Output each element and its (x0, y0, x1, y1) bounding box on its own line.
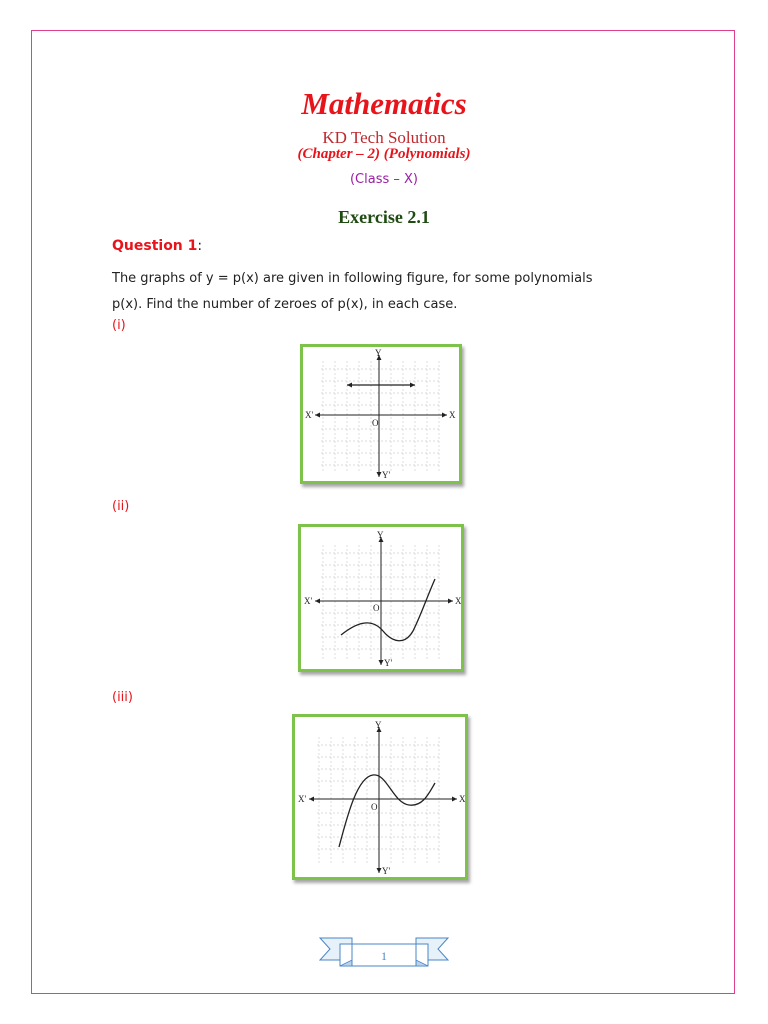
question-line-1: The graphs of y = p(x) are given in following figure, for some polynomials (112, 271, 593, 286)
origin-label: O (373, 603, 380, 613)
axis-x-neg-label: X' (304, 596, 313, 606)
graph-i-svg (303, 347, 459, 481)
axis-y-label: Y (377, 530, 384, 540)
graph-iii (292, 714, 468, 880)
class-label: (Class – X) (349, 172, 418, 187)
graph-iii-svg (295, 717, 465, 877)
part-label-ii: (ii) (112, 499, 130, 514)
question-text (112, 266, 682, 318)
part-label-i: (i) (112, 318, 126, 333)
graph-i (300, 344, 462, 484)
question-number: Question 1 (112, 238, 198, 254)
chapter-label: (Chapter – 2) (Polynomials) (297, 146, 471, 162)
axis-y-label: Y (375, 348, 382, 358)
axis-y-neg-label: Y' (382, 470, 391, 480)
axis-y-neg-label: Y' (384, 658, 393, 668)
ribbon-banner (318, 934, 450, 970)
axis-x-label: X (455, 596, 461, 606)
axis-y-label: Y (375, 720, 382, 730)
exercise-heading: Exercise 2.1 (338, 207, 430, 227)
origin-label: O (372, 418, 379, 428)
question-label (112, 238, 202, 254)
origin-label: O (371, 802, 378, 812)
graph-ii (298, 524, 464, 672)
question-line-2: p(x). Find the number of zeroes of p(x), in each case. (112, 297, 458, 312)
part-label-iii: (iii) (112, 690, 133, 705)
axis-y-neg-label: Y' (382, 866, 391, 876)
page-number-badge (318, 934, 450, 974)
axis-x-label: X (459, 794, 465, 804)
page-title: Mathematics (301, 86, 467, 121)
graph-ii-svg (301, 527, 461, 669)
question-colon: : (197, 238, 203, 254)
publisher-name: KD Tech Solution (322, 128, 446, 147)
page-number: 1 (381, 949, 387, 963)
axis-x-neg-label: X' (298, 794, 307, 804)
axis-x-label: X (449, 410, 456, 420)
axis-x-neg-label: X' (305, 410, 314, 420)
